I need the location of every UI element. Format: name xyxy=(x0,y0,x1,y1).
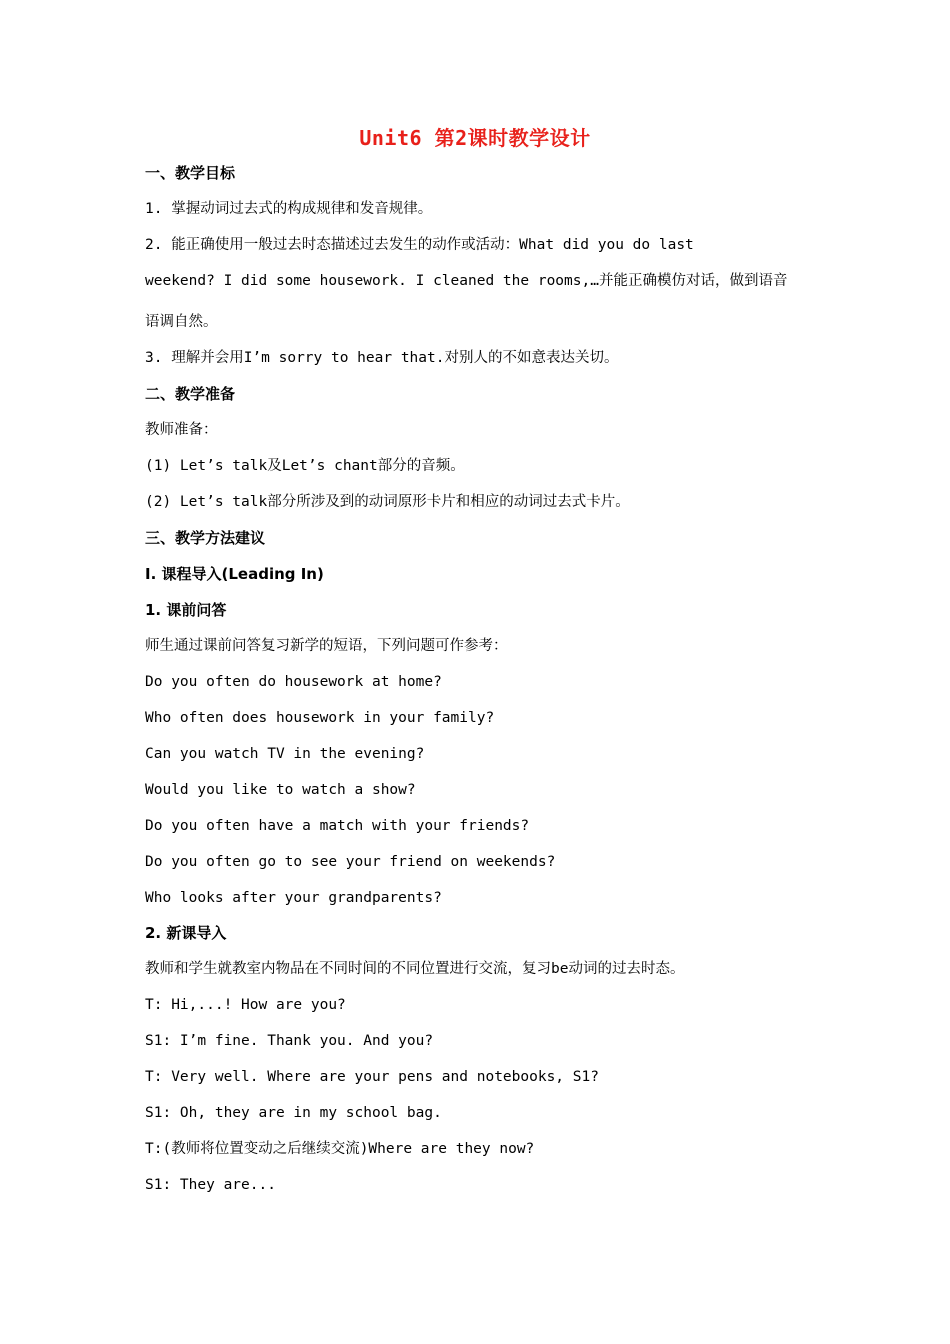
dialogue-line-2: S1: I’m fine. Thank you. And you? xyxy=(145,1033,434,1049)
question-6: Do you often go to see your friend on weekends? xyxy=(145,854,556,870)
preparation-item-1: (1) Let’s talk及Let’s chant部分的音频。 xyxy=(145,458,465,474)
teacher-preparation-label: 教师准备： xyxy=(145,422,218,438)
heading-new-lesson-intro: 2. 新课导入 xyxy=(145,924,227,942)
goal-item-2-line-1: 2. 能正确使用一般过去时态描述过去发生的动作或活动：What did you do last xyxy=(145,237,694,253)
goal-item-1: 1. 掌握动词过去式的构成规律和发音规律。 xyxy=(145,201,433,217)
preparation-item-2: (2) Let’s talk部分所涉及到的动词原形卡片和相应的动词过去式卡片。 xyxy=(145,494,630,510)
question-5: Do you often have a match with your friends? xyxy=(145,818,530,834)
goal-item-2-line-2: weekend? I did some housework. I cleaned the rooms,…并能正确模仿对话，做到语音 xyxy=(145,273,788,289)
question-7: Who looks after your grandparents? xyxy=(145,890,442,906)
dialogue-line-4: S1: Oh, they are in my school bag. xyxy=(145,1105,442,1121)
dialogue-line-3: T: Very well. Where are your pens and notebooks, S1? xyxy=(145,1069,599,1085)
dialogue-line-5: T:(教师将位置变动之后继续交流)Where are they now? xyxy=(145,1141,535,1157)
dialogue-line-1: T: Hi,...! How are you? xyxy=(145,997,346,1013)
document-title: Unit6 第2课时教学设计 xyxy=(359,126,591,150)
question-2: Who often does housework in your family? xyxy=(145,710,495,726)
question-4: Would you like to watch a show? xyxy=(145,782,416,798)
heading-preparation: 二、教学准备 xyxy=(145,385,236,403)
question-1: Do you often do housework at home? xyxy=(145,674,442,690)
heading-teaching-goals: 一、教学目标 xyxy=(145,164,236,182)
goal-item-3: 3. 理解并会用I’m sorry to hear that.对别人的不如意表达关切。 xyxy=(145,350,619,366)
new-lesson-description: 教师和学生就教室内物品在不同时间的不同位置进行交流，复习be动词的过去时态。 xyxy=(145,961,685,977)
heading-pre-class-qa: 1. 课前问答 xyxy=(145,601,227,619)
heading-leading-in: I. 课程导入(Leading In) xyxy=(145,565,324,583)
goal-item-2-line-3: 语调自然。 xyxy=(145,314,218,330)
qa-intro: 师生通过课前问答复习新学的短语，下列问题可作参考： xyxy=(145,638,508,654)
dialogue-line-6: S1: They are... xyxy=(145,1177,276,1193)
question-3: Can you watch TV in the evening? xyxy=(145,746,425,762)
heading-method-suggestions: 三、教学方法建议 xyxy=(145,529,266,547)
